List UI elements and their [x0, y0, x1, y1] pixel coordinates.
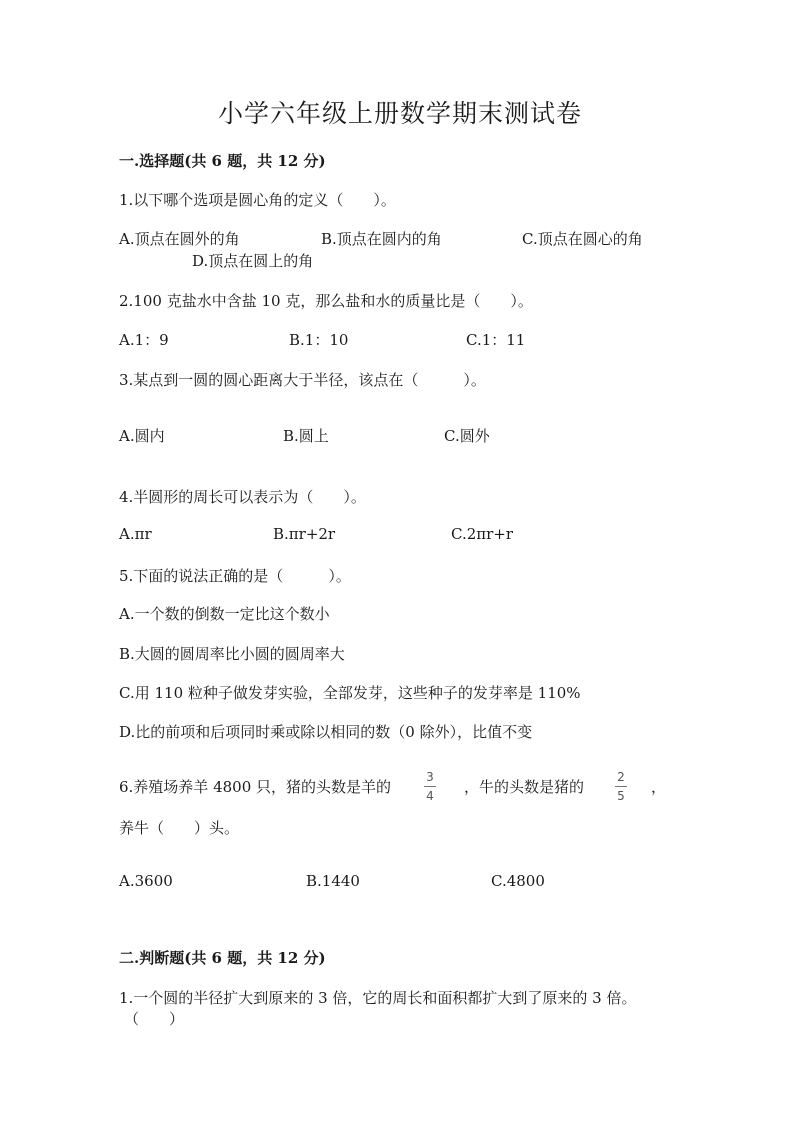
question-6-part2: ，牛的头数是猪的 [464, 778, 585, 796]
fraction-bar [424, 786, 436, 787]
q6-option-a: A.3600 [119, 872, 173, 890]
fraction-bar [615, 786, 627, 787]
q4-option-c: C.2πr+r [451, 525, 514, 543]
q2-option-b: B.1：10 [289, 331, 349, 349]
q4-option-b: B.πr+2r [273, 525, 336, 543]
q1-option-a: A.顶点在圆外的角 [119, 230, 240, 248]
q3-option-b: B.圆上 [283, 427, 329, 445]
q6-option-b: B.1440 [306, 872, 360, 890]
q6-option-c: C.4800 [491, 872, 545, 890]
question-4: 4.半圆形的周长可以表示为（ ）。 [119, 488, 366, 506]
judgement-question-1: 1.一个圆的半径扩大到原来的 3 倍，它的周长和面积都扩大到了原来的 3 倍。 [119, 989, 637, 1007]
question-6-part3: ， [651, 778, 667, 796]
q1-option-b: B.顶点在圆内的角 [321, 230, 442, 248]
section-heading-choice: 一.选择题(共 6 题，共 12 分) [119, 152, 326, 170]
q1-option-c: C.顶点在圆心的角 [522, 230, 643, 248]
fraction-three-quarters [424, 771, 436, 802]
section-heading-judgement: 二.判断题(共 6 题，共 12 分) [119, 949, 326, 967]
question-5: 5.下面的说法正确的是（ ）。 [119, 567, 351, 585]
fraction-numerator: 3 [426, 770, 434, 784]
judgement-question-1-blank: （ ） [124, 1010, 185, 1028]
q3-option-a: A.圆内 [119, 427, 165, 445]
fraction-denominator: 4 [426, 789, 434, 803]
question-1: 1.以下哪个选项是圆心角的定义（ ）。 [119, 191, 396, 209]
q5-option-c: C.用 110 粒种子做发芽实验，全部发芽，这些种子的发芽率是 110% [119, 684, 581, 702]
fraction-two-fifths [615, 771, 627, 802]
q5-option-b: B.大圆的圆周率比小圆的圆周率大 [119, 645, 345, 663]
question-6-part1: 6.养殖场养羊 4800 只，猪的头数是羊的 [119, 778, 392, 796]
q2-option-c: C.1：11 [466, 331, 526, 349]
question-6-line2: 养牛（ ）头。 [119, 819, 240, 837]
page-title: 小学六年级上册数学期末测试卷 [217, 99, 582, 128]
q1-option-d: D.顶点在圆上的角 [192, 252, 314, 270]
q5-option-a: A.一个数的倒数一定比这个数小 [119, 605, 330, 623]
fraction-numerator: 2 [617, 770, 625, 784]
q3-option-c: C.圆外 [444, 427, 490, 445]
q4-option-a: A.πr [119, 525, 152, 543]
fraction-denominator: 5 [617, 789, 625, 803]
q2-option-a: A.1：9 [119, 331, 169, 349]
q5-option-d: D.比的前项和后项同时乘或除以相同的数（0 除外），比值不变 [119, 723, 533, 741]
question-2: 2.100 克盐水中含盐 10 克，那么盐和水的质量比是（ ）。 [119, 292, 533, 310]
question-3: 3.某点到一圆的圆心距离大于半径，该点在（ ）。 [119, 371, 486, 389]
